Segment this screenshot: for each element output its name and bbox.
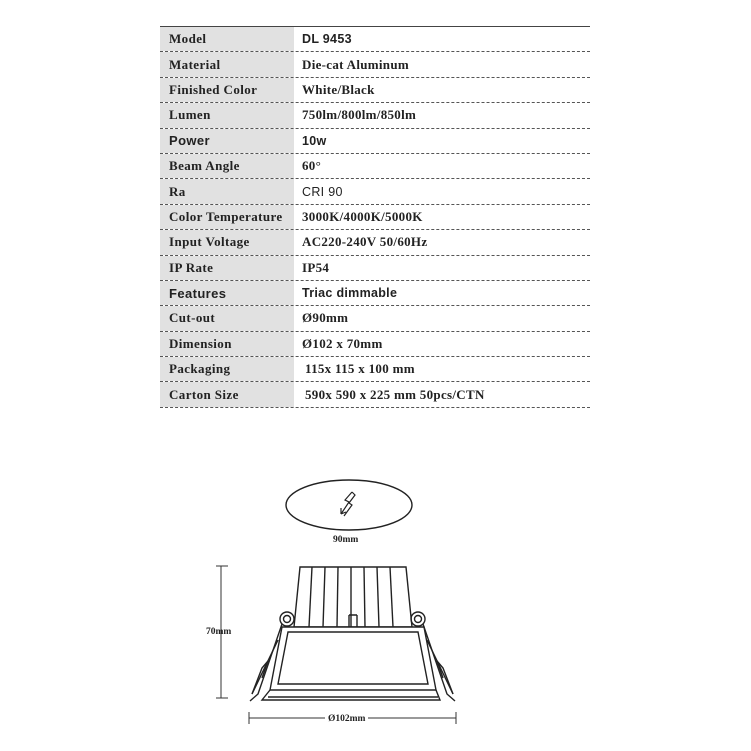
spec-value: Ø90mm — [302, 310, 349, 326]
spec-label: Cut-out — [160, 306, 294, 330]
cutout-ellipse — [286, 480, 412, 530]
spec-value: White/Black — [302, 81, 375, 97]
spec-label: Color Temperature — [160, 205, 294, 229]
spec-value: 3000K/4000K/5000K — [302, 208, 423, 224]
spec-value: Ø102 x 70mm — [302, 335, 383, 351]
spec-value: Die-cat Aluminum — [302, 56, 409, 72]
spec-label: Beam Angle — [160, 154, 294, 178]
cut-arrow-icon — [341, 492, 352, 514]
spec-label: Input Voltage — [160, 230, 294, 254]
spec-value: 590x 590 x 225 mm 50pcs/CTN — [305, 386, 485, 402]
spec-value: 750lm/800lm/850lm — [302, 107, 417, 123]
spec-label: Model — [160, 27, 294, 51]
spec-value: 115x 115 x 100 mm — [305, 361, 415, 377]
spec-label: Material — [160, 52, 294, 76]
heatsink — [294, 567, 412, 627]
spec-label: Features — [160, 281, 294, 305]
spec-value: CRI 90 — [302, 184, 343, 199]
spec-label: Ra — [160, 179, 294, 203]
cutout-label: 90mm — [333, 535, 359, 545]
spec-label: Lumen — [160, 103, 294, 127]
spec-label: Dimension — [160, 332, 294, 356]
spec-label: Finished Color — [160, 78, 294, 102]
spec-value: 10w — [302, 133, 327, 148]
diameter-label: Ø102mm — [325, 714, 368, 724]
spec-label: IP Rate — [160, 256, 294, 280]
spec-label: Power — [160, 129, 294, 153]
spec-value: 60° — [302, 158, 322, 174]
height-label: 70mm — [206, 627, 232, 637]
spec-value: AC220-240V 50/60Hz — [302, 234, 428, 250]
spec-value: IP54 — [302, 259, 330, 275]
spec-value: DL 9453 — [302, 32, 352, 47]
spec-value: Triac dimmable — [302, 286, 398, 301]
spec-label: Carton Size — [160, 382, 294, 406]
housing — [262, 627, 440, 700]
spec-label: Packaging — [160, 357, 294, 381]
